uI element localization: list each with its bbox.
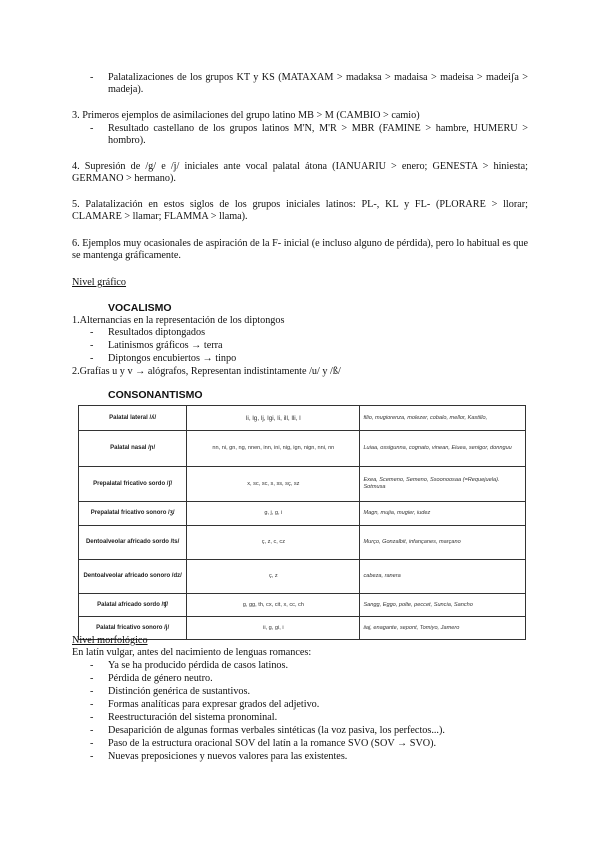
list-item bbox=[90, 123, 528, 148]
graphs-cell: g, gg, th, cx, cit, x, cc, ch bbox=[187, 594, 360, 617]
table-row bbox=[79, 502, 526, 526]
bullet-dash: - bbox=[90, 72, 94, 83]
bullet-dash: - bbox=[90, 660, 94, 671]
bullet-dash: - bbox=[90, 353, 94, 364]
list-item-text: Latinismos gráficos → terra bbox=[108, 340, 223, 351]
sound-cell: Palatal africado sordo /ʧ/ bbox=[79, 594, 187, 617]
bullet-dash: - bbox=[90, 340, 94, 351]
list-item bbox=[90, 72, 528, 97]
list-item-text: Paso de la estructura oracional SOV del latín a la romance SVO (SOV → SVO). bbox=[108, 738, 437, 749]
sound-cell: Prepalatal fricativo sordo /ʃ/ bbox=[79, 467, 187, 502]
bullet-dash: - bbox=[90, 699, 94, 710]
table-row bbox=[79, 594, 526, 617]
sound-cell: Palatal fricativo sonoro /j/ bbox=[79, 617, 187, 640]
graphs-cell: nn, ni, gn, ng, nnen, inn, ini, nig, ign, nign, nni, nn bbox=[187, 431, 360, 467]
examples-cell: filio, mugiorenza, molezer, cobalo, mellor, Kastillo, bbox=[360, 406, 526, 431]
examples-cell: iiaj, enagante, sepont, Tomiyo, Jamero bbox=[360, 617, 526, 640]
consonantismo-title: CONSONANTISMO bbox=[108, 389, 203, 401]
bullet-dash: - bbox=[90, 738, 94, 749]
graphs-cell: li, lg, lj, lgi, li, ill, lli, l bbox=[187, 406, 360, 431]
sound-cell: Palatal lateral /ʎ/ bbox=[79, 406, 187, 431]
section-heading-grafico: Nivel gráfico bbox=[72, 277, 127, 288]
list-item bbox=[90, 673, 213, 685]
bullet-dash: - bbox=[90, 686, 94, 697]
sound-cell: Palatal nasal /ɲ/ bbox=[79, 431, 187, 467]
vocalismo-title: VOCALISMO bbox=[108, 302, 172, 314]
list-item bbox=[90, 353, 237, 365]
consonantismo-table bbox=[78, 405, 526, 640]
bullet-dash: - bbox=[90, 123, 94, 134]
table-row bbox=[79, 526, 526, 560]
list-item-text: Formas analíticas para expresar grados del adjetivo. bbox=[108, 699, 320, 710]
paragraph-5: 5. Palatalización en estos siglos de los grupos iniciales latinos: PL-, KL y FL- (PLORARE > llorar; CLAMARE > llamar; FLAMMA > llama). bbox=[72, 199, 528, 223]
list-item-text: Distinción genérica de sustantivos. bbox=[108, 686, 251, 697]
sound-cell: Dentoalveolar africado sonoro /dz/ bbox=[79, 560, 187, 594]
graphs-cell: ç, z, c, cz bbox=[187, 526, 360, 560]
list-item-text: Resultados diptongados bbox=[108, 327, 206, 338]
bullet-dash: - bbox=[90, 712, 94, 723]
table-row bbox=[79, 467, 526, 502]
bullet-dash: - bbox=[90, 673, 94, 684]
examples-cell: Murço, Gonzalbit, infançanes, marçano bbox=[360, 526, 526, 560]
list-item-text: Reestructuración del sistema pronominal. bbox=[108, 712, 278, 723]
sound-cell: Prepalatal fricativo sonoro /ʒ/ bbox=[79, 502, 187, 526]
list-item-text: Pérdida de género neutro. bbox=[108, 673, 213, 684]
sound-cell: Dentoalveolar africado sordo /ts/ bbox=[79, 526, 187, 560]
list-item bbox=[90, 738, 437, 750]
examples-cell: cabeza, ranera bbox=[360, 560, 526, 594]
vocalismo-point-2: 2.Grafías u y v → alógrafos, Representan indistintamente /u/ y /ß/ bbox=[72, 366, 341, 377]
list-item bbox=[90, 340, 223, 352]
examples-cell: Exea, Scemeno, Semeno, Ssoonoosaa (=Requejuela). Sotmusa bbox=[360, 467, 526, 502]
table-row bbox=[79, 560, 526, 594]
list-item bbox=[90, 327, 206, 339]
list-item-text: Desaparición de algunas formas verbales sintéticas (la voz pasiva, los perfectos...). bbox=[108, 725, 445, 736]
section-heading-morfologico: Nivel morfológico bbox=[72, 635, 148, 646]
paragraph-3-title: 3. Primeros ejemplos de asimilaciones del grupo latino MB > M (CAMBIO > camio) bbox=[72, 110, 420, 121]
list-item bbox=[90, 686, 251, 698]
bullet-dash: - bbox=[90, 327, 94, 338]
list-item bbox=[90, 751, 348, 763]
list-item bbox=[90, 712, 278, 724]
list-item bbox=[90, 660, 289, 672]
list-item-text: Palatalizaciones de los grupos KT y KS (MATAXAM > madaksa > madaisa > madeisa > madeiʃa > madeja). bbox=[108, 72, 528, 96]
examples-cell: Magn, mujia, mugier, iudez bbox=[360, 502, 526, 526]
graphs-cell: x, sc, sc, s, ss, sç, sz bbox=[187, 467, 360, 502]
morfo-intro: En latín vulgar, antes del nacimiento de lenguas romances: bbox=[72, 647, 312, 658]
table-row bbox=[79, 406, 526, 431]
vocalismo-point-1: 1.Alternancias en la representación de los diptongos bbox=[72, 315, 285, 326]
graphs-cell: ii, g, gi, i bbox=[187, 617, 360, 640]
list-item bbox=[90, 725, 445, 737]
bullet-dash: - bbox=[90, 751, 94, 762]
bullet-dash: - bbox=[90, 725, 94, 736]
examples-cell: Sangg, Eggo, polte, peccet, Suncia, Sancho bbox=[360, 594, 526, 617]
list-item-text: Nuevas preposiciones y nuevos valores para las existentes. bbox=[108, 751, 348, 762]
list-item-text: Diptongos encubiertos → tinpo bbox=[108, 353, 237, 364]
paragraph-4: 4. Supresión de /g/ e /j/ iniciales ante vocal palatal átona (IANUARIU > enero; GENESTA > hiniesta; GERMANO > hermano). bbox=[72, 161, 528, 185]
examples-cell: Luiaa, ossigunna, cognato, vinean, Eiuea, senigor, donnguu bbox=[360, 431, 526, 467]
graphs-cell: g, j, g, i bbox=[187, 502, 360, 526]
table-row bbox=[79, 431, 526, 467]
list-item-text: Resultado castellano de los grupos latinos M'N, M'R > MBR (FAMINE > hambre, HUMERU > hombro). bbox=[108, 123, 528, 147]
list-item-text: Ya se ha producido pérdida de casos latinos. bbox=[108, 660, 289, 671]
paragraph-6: 6. Ejemplos muy ocasionales de aspiración de la F- inicial (e incluso alguno de pérdida), pero lo habitual es que se mantenga gráficamente. bbox=[72, 238, 528, 262]
graphs-cell: ç, z bbox=[187, 560, 360, 594]
list-item bbox=[90, 699, 320, 711]
